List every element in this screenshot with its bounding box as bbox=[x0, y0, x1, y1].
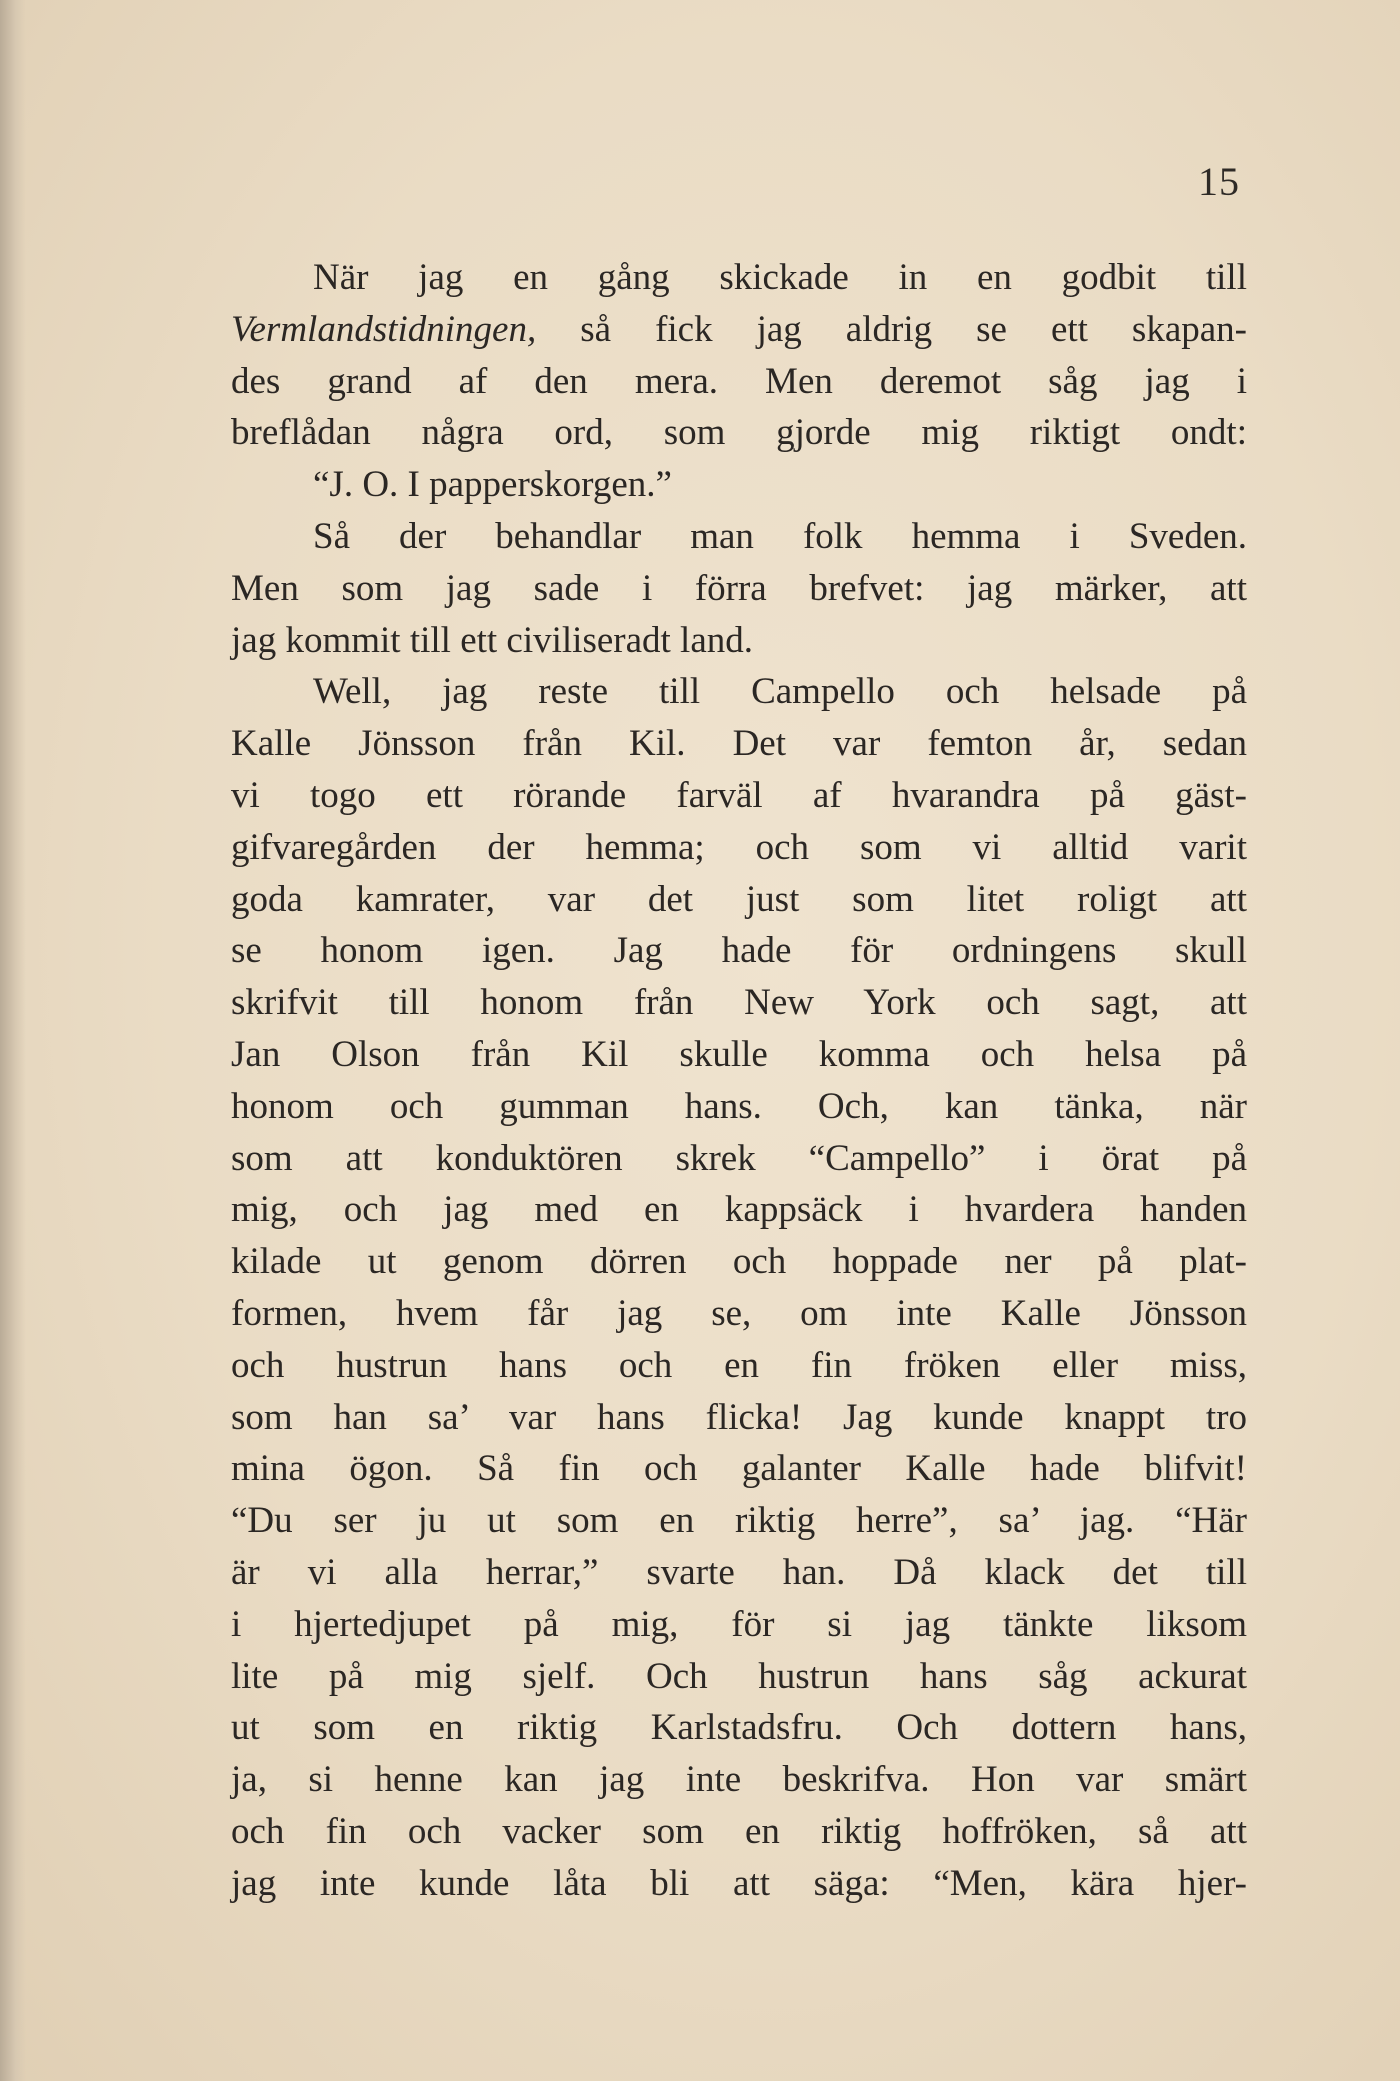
text-line: ut som en riktig Karlstadsfru. Och dottern hans, bbox=[231, 1707, 1247, 1749]
text-line: och hustrun hans och en fin fröken eller miss, bbox=[231, 1344, 1247, 1386]
text-line: är vi alla herrar,” svarte han. Då klack det till bbox=[231, 1551, 1247, 1593]
text-line: Så der behandlar man folk hemma i Sveden. bbox=[313, 515, 1247, 557]
text-line: Jan Olson från Kil skulle komma och helsa på bbox=[231, 1033, 1247, 1075]
text-line: goda kamrater, var det just som litet roligt att bbox=[231, 878, 1247, 920]
text-line: jag inte kunde låta bli att säga: “Men, kära hjer- bbox=[231, 1862, 1247, 1904]
text-line: mina ögon. Så fin och galanter Kalle hade blifvit! bbox=[231, 1448, 1247, 1490]
body-text bbox=[231, 252, 1247, 1910]
text-line-rest: så fick jag aldrig se ett skapan- bbox=[536, 308, 1247, 350]
text-line: des grand af den mera. Men deremot såg jag i bbox=[231, 360, 1247, 402]
text-line: formen, hvem får jag se, om inte Kalle Jönsson bbox=[231, 1292, 1247, 1334]
binding-shadow bbox=[0, 0, 26, 2081]
text-line: skrifvit till honom från New York och sagt, att bbox=[231, 982, 1247, 1024]
text-line: Kalle Jönsson från Kil. Det var femton år, sedan bbox=[231, 723, 1247, 765]
text-line: När jag en gång skickade in en godbit till bbox=[313, 257, 1247, 298]
text-line: gifvaregården der hemma; och som vi alltid varit bbox=[231, 826, 1247, 868]
text-line: Men som jag sade i förra brefvet: jag märker, att bbox=[231, 567, 1247, 609]
text-line: breflådan några ord, som gjorde mig riktigt ondt: bbox=[231, 412, 1247, 454]
text-line bbox=[231, 304, 1247, 356]
text-line: “J. O. I papperskorgen.” bbox=[313, 464, 672, 506]
text-line: se honom igen. Jag hade för ordningens skull bbox=[231, 930, 1247, 972]
text-line: honom och gumman hans. Och, kan tänka, när bbox=[231, 1085, 1247, 1127]
text-line: Well, jag reste till Campello och helsade på bbox=[313, 671, 1247, 713]
text-line: vi togo ett rörande farväl af hvarandra på gäst- bbox=[231, 774, 1247, 816]
text-line: ja, si henne kan jag inte beskrifva. Hon var smärt bbox=[231, 1759, 1247, 1801]
text-line: mig, och jag med en kappsäck i hvardera handen bbox=[231, 1189, 1247, 1231]
newspaper-title: Vermlandstidningen, bbox=[231, 308, 537, 350]
text-line: i hjertedjupet på mig, för si jag tänkte liksom bbox=[231, 1603, 1247, 1645]
text-line: “Du ser ju ut som en riktig herre”, sa’ jag. “Här bbox=[231, 1500, 1247, 1542]
text-line: som han sa’ var hans flicka! Jag kunde knappt tro bbox=[231, 1396, 1247, 1438]
text-line: kilade ut genom dörren och hoppade ner på plat- bbox=[231, 1241, 1247, 1283]
text-line: och fin och vacker som en riktig hoffröken, så att bbox=[231, 1810, 1247, 1852]
page-number: 15 bbox=[1198, 159, 1240, 204]
text-line: lite på mig sjelf. Och hustrun hans såg ackurat bbox=[231, 1655, 1247, 1697]
text-line: jag kommit till ett civiliseradt land. bbox=[231, 619, 754, 661]
text-line: som att konduktören skrek “Campello” i örat på bbox=[231, 1137, 1247, 1179]
